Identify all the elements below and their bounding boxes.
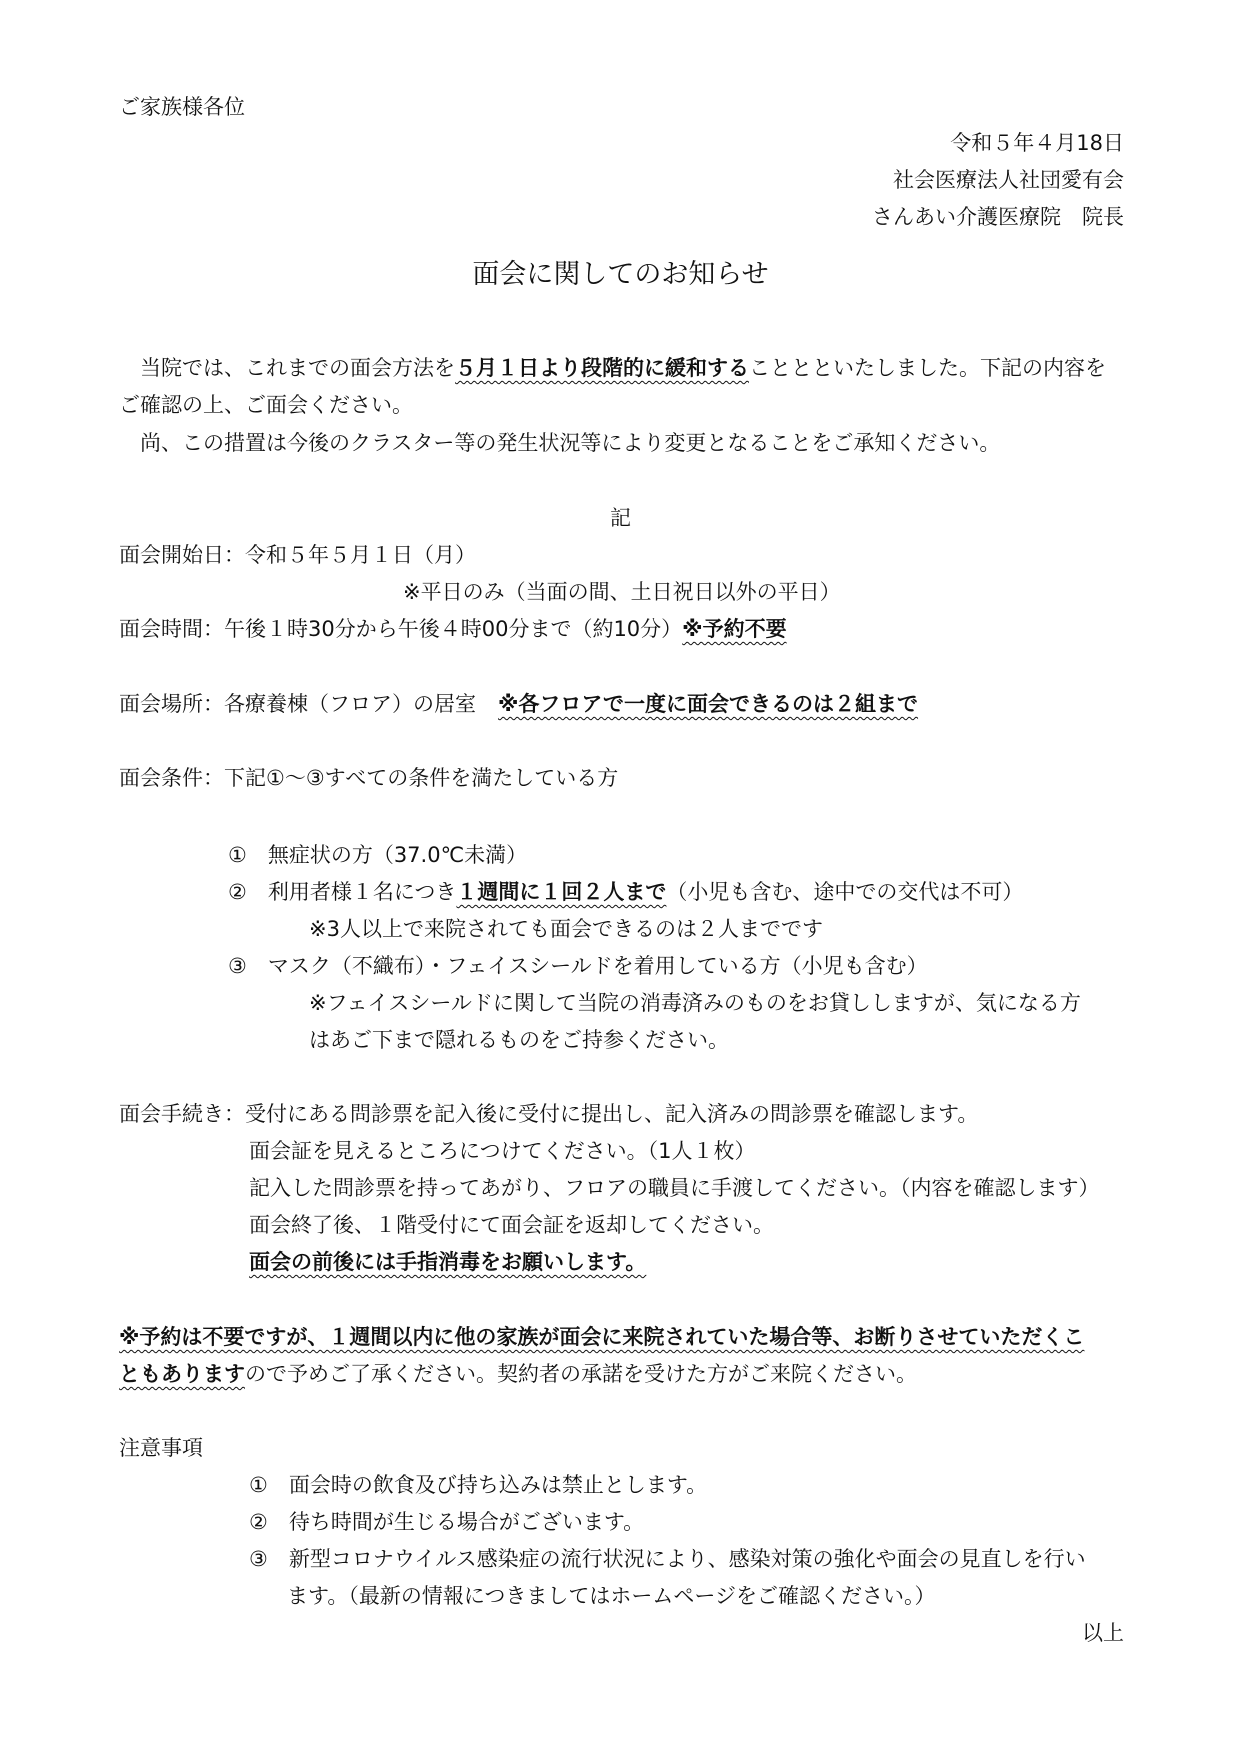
intro-emphasis: ５月１日より段階的に緩和する [455, 356, 749, 380]
procedure-label: 面会手続き：受付にある問診票を記入後に受付に提出し、記入済みの問診票を確認します。 [119, 1102, 979, 1126]
condition-2 [228, 882, 1023, 903]
intro-text: 当院では、これまでの面会方法を [140, 356, 455, 380]
sender: さんあい介護医療院 院長 [872, 205, 1124, 229]
cautions-label: 注意事項 [119, 1436, 203, 1460]
caution-2: ② 待ち時間が生じる場合がございます。 [249, 1510, 645, 1534]
addressee: ご家族様各位 [119, 95, 245, 119]
condition-2-note: ※3人以上で来院されても面会できるのは２人までです [309, 917, 823, 941]
condition-2-text-cont: （小児も含む、途中での交代は不可） [666, 880, 1024, 904]
closing: 以上 [1082, 1621, 1124, 1645]
condition-2-text: ② 利用者様１名につき [228, 880, 457, 904]
reservation-notice-cont [119, 1364, 917, 1385]
start-date-note: ※平日のみ（当面の間、土日祝日以外の平日） [403, 580, 841, 604]
caution-3: ③ 新型コロナウイルス感染症の流行状況により、感染対策の強化や面会の見直しを行い [249, 1547, 1086, 1571]
visit-time [119, 619, 787, 640]
intro-paragraph-2: 尚、この措置は今後のクラスター等の発生状況等により変更となることをご承知ください。 [140, 431, 1001, 455]
condition-3: ③ マスク（不織布）・フェイスシールドを着用している方（小児も含む） [228, 954, 928, 978]
procedure-step-2: 面会証を見えるところにつけてください。（1人１枚） [249, 1139, 756, 1163]
issue-date: 令和５年４月18日 [950, 131, 1124, 155]
condition-3-note: ※フェイスシールドに関して当院の消毒済みのものをお貸ししますが、気になる方 [309, 991, 1081, 1015]
intro-paragraph-1-cont: ご確認の上、ご面会ください。 [119, 393, 413, 417]
intro-paragraph-1 [140, 358, 1106, 379]
visit-time-label: 面会時間：午後１時30分から午後４時00分まで（約10分） [119, 617, 683, 641]
page-title: 面会に関してのお知らせ [472, 259, 769, 290]
reservation-notice-text: ので予めご了承ください。契約者の承諾を受けた方がご来院ください。 [245, 1362, 917, 1386]
condition-1: ① 無症状の方（37.0℃未満） [228, 843, 528, 867]
caution-1: ① 面会時の飲食及び持ち込みは禁止とします。 [249, 1473, 708, 1497]
caution-3-cont: ます。（最新の情報につきましてはホームページをご確認ください。） [287, 1584, 936, 1608]
condition-3-note-cont: はあご下まで隠れるものをご持参ください。 [309, 1028, 729, 1052]
hand-disinfection-note: 面会の前後には手指消毒をお願いします。 [249, 1250, 647, 1274]
no-reservation-note: ※予約不要 [682, 617, 787, 641]
intro-text-cont: こととといたしました。下記の内容を [749, 356, 1106, 380]
visit-place-label: 面会場所：各療養棟（フロア）の居室 [119, 692, 476, 716]
conditions-label: 面会条件：下記①～③すべての条件を満たしている方 [119, 766, 619, 790]
ki-heading: 記 [610, 506, 631, 530]
organization: 社会医療法人社団愛有会 [893, 168, 1124, 192]
condition-2-emphasis: １週間に１回２人まで [456, 880, 667, 904]
start-date: 面会開始日：令和５年５月１日（月） [119, 543, 476, 567]
reservation-notice-emphasis: ともあります [119, 1362, 245, 1386]
procedure-step-4: 面会終了後、１階受付にて面会証を返却してください。 [249, 1213, 774, 1237]
visit-place [119, 694, 918, 715]
group-limit-note: ※各フロアで一度に面会できるのは２組まで [498, 692, 919, 716]
reservation-notice: ※予約は不要ですが、１週間以内に他の家族が面会に来院されていた場合等、お断りさせていただくこ [119, 1325, 1085, 1349]
procedure-step-3: 記入した問診票を持ってあがり、フロアの職員に手渡してください。（内容を確認します） [249, 1176, 1100, 1200]
